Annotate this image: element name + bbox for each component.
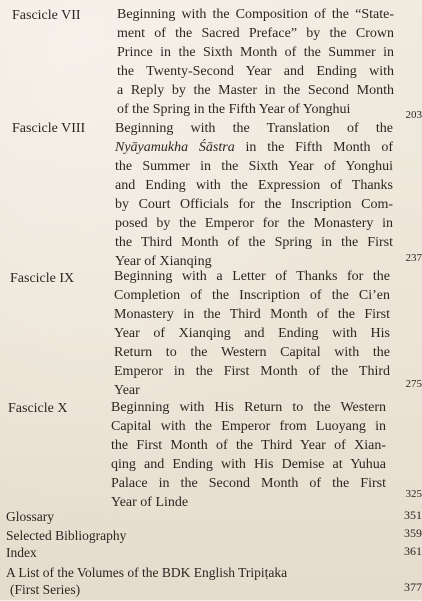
description-line: of the Spring in the Fifth Year of Yonghui: [117, 102, 351, 117]
entry-title: Selected Bibliography: [6, 528, 127, 543]
entry-title: Index: [6, 545, 37, 560]
fascicle-label: Fascicle IX: [10, 271, 75, 286]
description-line: Year of Xianqing: [115, 254, 212, 269]
description-line: Capital with the Emperor from Luoyang in: [111, 419, 386, 434]
fascicle-label: Fascicle X: [8, 401, 68, 416]
description-line: the Summer in the Sixth Year of Yonghui: [115, 159, 393, 174]
description-line: Year: [114, 383, 140, 398]
description-line: Beginning with the Translation of the: [115, 121, 393, 136]
entry-title: Glossary: [6, 509, 54, 524]
description-line: Beginning with a Letter of Thanks for the: [114, 269, 390, 284]
fascicle-label: Fascicle VII: [12, 8, 81, 23]
fascicle-label: Fascicle VIII: [12, 121, 86, 136]
page-number: 359: [404, 526, 422, 540]
page-number: 351: [404, 508, 422, 522]
page-number: 377: [404, 580, 422, 594]
description-line: Return to the Western Capital with the: [114, 345, 390, 360]
description-line: Monastery in the Third Month of the First: [114, 307, 390, 322]
description-line: and Ending with the Expression of Thanks: [115, 178, 393, 193]
description-line: Completion of the Inscription of the Ci’en: [114, 288, 390, 303]
fascicle-description: [117, 5, 394, 119]
work-title: Nyāyamukha Śāstra: [115, 140, 235, 155]
page-number: 237: [405, 252, 422, 264]
description-line: Palace in the Second Month of the First: [111, 476, 386, 491]
toc-entry-glossary: [6, 509, 422, 528]
page-number: 275: [405, 378, 422, 390]
description-line: ment of the Sacred Preface” by the Crown: [117, 26, 394, 41]
description-line: Beginning with the Composition of the “State-: [117, 7, 394, 22]
description-line: a Reply by the Master in the Second Month: [117, 83, 394, 98]
description-line: by Court Officials for the Inscription Com-: [115, 197, 393, 212]
toc-entry-index: [6, 545, 422, 564]
description-line: qing and Ending with His Demise at Yuhua: [111, 457, 386, 472]
description-line: Beginning with His Return to the Western: [111, 400, 386, 415]
fascicle-description: [111, 398, 386, 512]
description-line: Emperor in the First Month of the Third: [114, 364, 390, 379]
page-number: 203: [405, 109, 422, 121]
entry-title: A List of the Volumes of the BDK English Tripiṭaka: [6, 565, 288, 580]
description-line: Nyāyamukha Śāstra in the Fifth Month of: [115, 140, 393, 155]
entry-title-continuation: (First Series): [10, 582, 81, 597]
description-line: the Third Month of the Spring in the First: [115, 235, 393, 250]
description-line: Year of Xianqing and Ending with His: [114, 326, 390, 341]
page-number: 325: [405, 488, 422, 500]
fascicle-description: [115, 119, 393, 271]
description-line: Year of Linde: [111, 495, 189, 510]
description-line: the Twenty-Second Year and Ending with: [117, 64, 394, 79]
toc-entry-volume-list: [6, 565, 422, 601]
description-line: Prince in the Sixth Month of the Summer in: [117, 45, 394, 60]
description-line: the First Month of the Third Year of Xian-: [111, 438, 386, 453]
page-number: 361: [404, 544, 422, 558]
description-line: posed by the Emperor for the Monastery in: [115, 216, 393, 231]
fascicle-description: [114, 267, 390, 400]
